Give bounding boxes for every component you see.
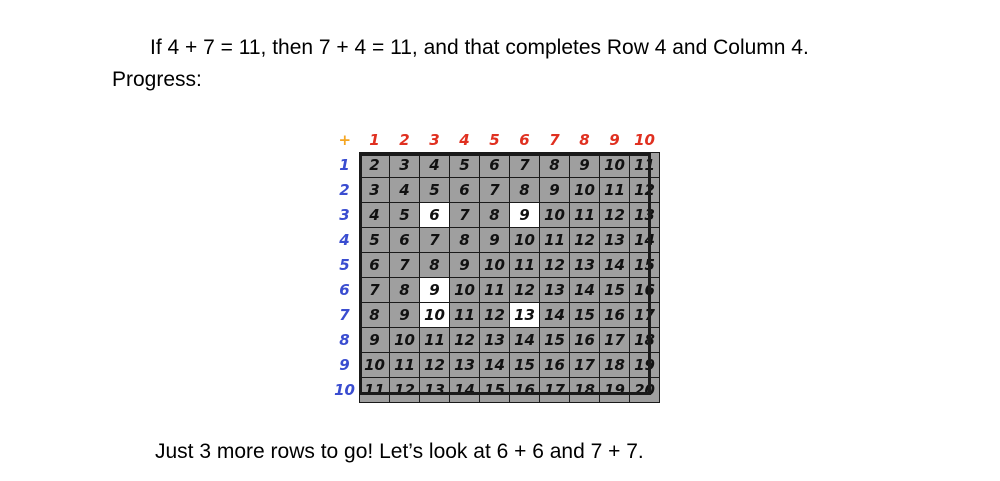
table-cell-r9-c9[interactable]: 18 <box>600 353 630 378</box>
table-cell-r1-c9[interactable]: 10 <box>600 153 630 178</box>
table-cell-r1-c10[interactable]: 11 <box>630 153 660 178</box>
table-cell-r8-c5[interactable]: 13 <box>480 328 510 353</box>
table-cell-r1-c2[interactable]: 3 <box>390 153 420 178</box>
table-cell-r5-c6[interactable]: 11 <box>510 253 540 278</box>
table-row <box>330 378 660 403</box>
table-cell-r1-c8[interactable]: 9 <box>570 153 600 178</box>
row-header-10: 10 <box>330 378 360 403</box>
table-cell-r7-c3[interactable]: 10 <box>420 303 450 328</box>
table-row <box>330 353 660 378</box>
table-cell-r7-c2[interactable]: 9 <box>390 303 420 328</box>
table-cell-r5-c9[interactable]: 14 <box>600 253 630 278</box>
table-cell-r9-c7[interactable]: 16 <box>540 353 570 378</box>
column-header-9: 9 <box>600 128 630 153</box>
table-cell-r10-c6[interactable]: 16 <box>510 378 540 403</box>
table-cell-r2-c4[interactable]: 6 <box>450 178 480 203</box>
instruction-line-2: Progress: <box>112 68 202 91</box>
row-header-4: 4 <box>330 228 360 253</box>
table-cell-r6-c9[interactable]: 15 <box>600 278 630 303</box>
table-cell-r6-c7[interactable]: 13 <box>540 278 570 303</box>
table-cell-r9-c5[interactable]: 14 <box>480 353 510 378</box>
table-cell-r2-c5[interactable]: 7 <box>480 178 510 203</box>
table-cell-r4-c6[interactable]: 10 <box>510 228 540 253</box>
table-cell-r4-c7[interactable]: 11 <box>540 228 570 253</box>
table-cell-r9-c8[interactable]: 17 <box>570 353 600 378</box>
table-cell-r5-c7[interactable]: 12 <box>540 253 570 278</box>
table-cell-r6-c1[interactable]: 7 <box>360 278 390 303</box>
instruction-line-3: Just 3 more rows to go! Let’s look at 6 + 6 and 7 + 7. <box>155 440 644 463</box>
table-cell-r4-c2[interactable]: 6 <box>390 228 420 253</box>
table-cell-r2-c1[interactable]: 3 <box>360 178 390 203</box>
table-cell-r2-c9[interactable]: 11 <box>600 178 630 203</box>
row-header-3: 3 <box>330 203 360 228</box>
row-header-5: 5 <box>330 253 360 278</box>
table-cell-r6-c10[interactable]: 16 <box>630 278 660 303</box>
table-cell-r4-c9[interactable]: 13 <box>600 228 630 253</box>
column-header-3: 3 <box>420 128 450 153</box>
table-cell-r3-c2[interactable]: 5 <box>390 203 420 228</box>
table-cell-r1-c4[interactable]: 5 <box>450 153 480 178</box>
table-cell-r9-c6[interactable]: 15 <box>510 353 540 378</box>
table-cell-r7-c7[interactable]: 14 <box>540 303 570 328</box>
table-cell-r3-c4[interactable]: 7 <box>450 203 480 228</box>
table-cell-r8-c1[interactable]: 9 <box>360 328 390 353</box>
table-cell-r2-c10[interactable]: 12 <box>630 178 660 203</box>
table-cell-r4-c3[interactable]: 7 <box>420 228 450 253</box>
table-cell-r6-c2[interactable]: 8 <box>390 278 420 303</box>
table-cell-r6-c8[interactable]: 14 <box>570 278 600 303</box>
table-cell-r5-c3[interactable]: 8 <box>420 253 450 278</box>
table-row <box>330 178 660 203</box>
table-cell-r8-c9[interactable]: 17 <box>600 328 630 353</box>
table-cell-r3-c5[interactable]: 8 <box>480 203 510 228</box>
table-row <box>330 253 660 278</box>
table-cell-r7-c4[interactable]: 11 <box>450 303 480 328</box>
table-cell-r5-c8[interactable]: 13 <box>570 253 600 278</box>
instruction-line-1: If 4 + 7 = 11, then 7 + 4 = 11, and that completes Row 4 and Column 4. <box>150 36 809 59</box>
table-cell-r7-c9[interactable]: 16 <box>600 303 630 328</box>
table-cell-r6-c6[interactable]: 12 <box>510 278 540 303</box>
column-header-4: 4 <box>450 128 480 153</box>
column-header-1: 1 <box>360 128 390 153</box>
table-cell-r4-c8[interactable]: 12 <box>570 228 600 253</box>
table-cell-r8-c2[interactable]: 10 <box>390 328 420 353</box>
table-cell-r10-c3[interactable]: 13 <box>420 378 450 403</box>
table-cell-r4-c4[interactable]: 8 <box>450 228 480 253</box>
row-header-1: 1 <box>330 153 360 178</box>
column-header-7: 7 <box>540 128 570 153</box>
table-cell-r7-c10[interactable]: 17 <box>630 303 660 328</box>
table-row <box>330 228 660 253</box>
column-header-6: 6 <box>510 128 540 153</box>
row-header-2: 2 <box>330 178 360 203</box>
table-cell-r6-c4[interactable]: 10 <box>450 278 480 303</box>
table-cell-r2-c7[interactable]: 9 <box>540 178 570 203</box>
table-cell-r8-c8[interactable]: 16 <box>570 328 600 353</box>
table-cell-r2-c3[interactable]: 5 <box>420 178 450 203</box>
table-cell-r3-c6[interactable]: 9 <box>510 203 540 228</box>
table-row <box>330 203 660 228</box>
table-cell-r9-c2[interactable]: 11 <box>390 353 420 378</box>
table-cell-r7-c1[interactable]: 8 <box>360 303 390 328</box>
table-cell-r2-c6[interactable]: 8 <box>510 178 540 203</box>
table-cell-r4-c5[interactable]: 9 <box>480 228 510 253</box>
table-row <box>330 278 660 303</box>
row-header-8: 8 <box>330 328 360 353</box>
table-cell-r10-c9[interactable]: 19 <box>600 378 630 403</box>
table-cell-r2-c2[interactable]: 4 <box>390 178 420 203</box>
table-cell-r1-c5[interactable]: 6 <box>480 153 510 178</box>
table-cell-r10-c4[interactable]: 14 <box>450 378 480 403</box>
table-row <box>330 303 660 328</box>
table-cell-r10-c2[interactable]: 12 <box>390 378 420 403</box>
table-cell-r1-c6[interactable]: 7 <box>510 153 540 178</box>
table-cell-r9-c1[interactable]: 10 <box>360 353 390 378</box>
instruction-text-bottom <box>155 438 644 466</box>
table-cell-r5-c5[interactable]: 10 <box>480 253 510 278</box>
column-header-10: 10 <box>630 128 660 153</box>
table-cell-r10-c5[interactable]: 15 <box>480 378 510 403</box>
column-header-2: 2 <box>390 128 420 153</box>
table-row <box>330 153 660 178</box>
table-cell-r10-c1[interactable]: 11 <box>360 378 390 403</box>
table-cell-r9-c3[interactable]: 12 <box>420 353 450 378</box>
table-cell-r3-c7[interactable]: 10 <box>540 203 570 228</box>
table-cell-r8-c3[interactable]: 11 <box>420 328 450 353</box>
table-cell-r1-c1[interactable]: 2 <box>360 153 390 178</box>
table-cell-r10-c8[interactable]: 18 <box>570 378 600 403</box>
addition-table-body <box>330 128 660 403</box>
row-header-7: 7 <box>330 303 360 328</box>
addition-table-container <box>330 128 660 403</box>
plus-icon: + <box>330 128 360 153</box>
table-cell-r8-c6[interactable]: 14 <box>510 328 540 353</box>
table-cell-r10-c10[interactable]: 20 <box>630 378 660 403</box>
table-cell-r8-c7[interactable]: 15 <box>540 328 570 353</box>
table-header-row <box>330 128 660 153</box>
table-cell-r10-c7[interactable]: 17 <box>540 378 570 403</box>
table-cell-r1-c7[interactable]: 8 <box>540 153 570 178</box>
table-cell-r4-c10[interactable]: 14 <box>630 228 660 253</box>
table-cell-r8-c4[interactable]: 12 <box>450 328 480 353</box>
table-cell-r3-c1[interactable]: 4 <box>360 203 390 228</box>
row-header-6: 6 <box>330 278 360 303</box>
table-cell-r5-c2[interactable]: 7 <box>390 253 420 278</box>
table-cell-r5-c10[interactable]: 15 <box>630 253 660 278</box>
row-header-9: 9 <box>330 353 360 378</box>
table-cell-r7-c8[interactable]: 15 <box>570 303 600 328</box>
table-cell-r2-c8[interactable]: 10 <box>570 178 600 203</box>
table-cell-r9-c10[interactable]: 19 <box>630 353 660 378</box>
table-cell-r1-c3[interactable]: 4 <box>420 153 450 178</box>
table-cell-r8-c10[interactable]: 18 <box>630 328 660 353</box>
table-cell-r7-c6[interactable]: 13 <box>510 303 540 328</box>
column-header-5: 5 <box>480 128 510 153</box>
table-cell-r3-c8[interactable]: 11 <box>570 203 600 228</box>
table-cell-r3-c9[interactable]: 12 <box>600 203 630 228</box>
table-cell-r5-c4[interactable]: 9 <box>450 253 480 278</box>
table-cell-r6-c3[interactable]: 9 <box>420 278 450 303</box>
table-cell-r5-c1[interactable]: 6 <box>360 253 390 278</box>
table-cell-r3-c10[interactable]: 13 <box>630 203 660 228</box>
table-cell-r3-c3[interactable]: 6 <box>420 203 450 228</box>
table-cell-r7-c5[interactable]: 12 <box>480 303 510 328</box>
table-cell-r4-c1[interactable]: 5 <box>360 228 390 253</box>
column-header-8: 8 <box>570 128 600 153</box>
table-cell-r9-c4[interactable]: 13 <box>450 353 480 378</box>
instruction-text-top <box>112 32 952 96</box>
table-cell-r6-c5[interactable]: 11 <box>480 278 510 303</box>
table-row <box>330 328 660 353</box>
addition-table <box>330 128 660 403</box>
